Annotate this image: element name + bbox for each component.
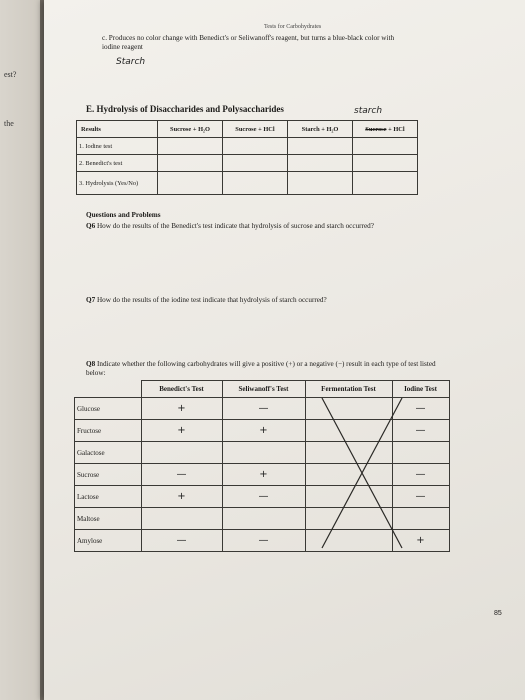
answer-cell[interactable] [353, 172, 418, 195]
carb-name: Maltose [75, 508, 142, 530]
question-number: Q8 [86, 360, 96, 368]
worksheet-page [44, 0, 525, 700]
question-text: How do the results of the Benedict's test indicate that hydrolysis of sucrose and starch occurred? [96, 222, 374, 230]
benedict-result[interactable]: — [141, 530, 222, 552]
answer-cell[interactable] [223, 155, 288, 172]
benedict-result[interactable] [141, 508, 222, 530]
hydrolysis-table [76, 120, 418, 195]
benedict-result[interactable]: + [141, 398, 222, 420]
col-header: Starch + H₂O [288, 121, 353, 138]
seliwanoff-result[interactable]: — [222, 398, 305, 420]
table-row [77, 155, 418, 172]
table-row [75, 508, 450, 530]
answer-cell[interactable] [223, 172, 288, 195]
benedict-result[interactable]: + [141, 486, 222, 508]
row-label: 1. Iodine test [77, 138, 158, 155]
iodine-result[interactable]: — [392, 464, 449, 486]
seliwanoff-result[interactable] [222, 508, 305, 530]
table-row [75, 442, 450, 464]
seliwanoff-result[interactable]: — [222, 486, 305, 508]
answer-cell[interactable] [288, 155, 353, 172]
question-text: How do the results of the iodine test indicate that hydrolysis of starch occurred? [96, 296, 327, 304]
seliwanoff-result[interactable]: — [222, 530, 305, 552]
col-header: Iodine Test [392, 381, 449, 398]
running-head: Tests for Carbohydrates [264, 24, 322, 30]
col-header-struck: Sucrose + HCl [353, 121, 418, 138]
previous-page-edge [0, 0, 40, 700]
handwritten-answer: Starch [116, 57, 146, 67]
fermentation-result[interactable] [305, 420, 392, 442]
page-number: 85 [494, 610, 502, 617]
answer-cell[interactable] [158, 155, 223, 172]
benedict-result[interactable] [141, 442, 222, 464]
carbohydrate-test-table [74, 380, 450, 552]
iodine-result[interactable] [392, 508, 449, 530]
fermentation-result[interactable] [305, 398, 392, 420]
carb-name: Lactose [75, 486, 142, 508]
iodine-result[interactable]: — [392, 420, 449, 442]
col-header: Sucrose + HCl [223, 121, 288, 138]
answer-cell[interactable] [223, 138, 288, 155]
question-number: Q7 [86, 296, 96, 304]
col-header: Sucrose + H₂O [158, 121, 223, 138]
row-label: 2. Benedict's test [77, 155, 158, 172]
col-header: Seliwanoff's Test [222, 381, 305, 398]
col-header: Benedict's Test [141, 381, 222, 398]
carb-name: Galactose [75, 442, 142, 464]
benedict-result[interactable]: — [141, 464, 222, 486]
question-q8 [86, 360, 446, 378]
answer-cell[interactable] [353, 155, 418, 172]
item-c-text: Produces no color change with Benedict's or Seliwanoff's reagent, but turns a blue-black color with iodine reagent [102, 34, 395, 51]
answer-cell[interactable] [158, 138, 223, 155]
seliwanoff-result[interactable]: + [222, 464, 305, 486]
benedict-result[interactable]: + [141, 420, 222, 442]
table-row [75, 398, 450, 420]
table-row [75, 420, 450, 442]
carb-name: Amylose [75, 530, 142, 552]
iodine-result[interactable] [392, 442, 449, 464]
table-row [75, 486, 450, 508]
margin-fragment: the [4, 119, 14, 128]
table-row [75, 530, 450, 552]
hydrolysis-header-row [77, 121, 418, 138]
col-header: Results [77, 121, 158, 138]
fermentation-result[interactable] [305, 464, 392, 486]
fermentation-result[interactable] [305, 530, 392, 552]
section-e-title: E. Hydrolysis of Disaccharides and Polysaccharides [86, 104, 284, 114]
struck-word: Sucrose [365, 125, 387, 133]
carb-name: Fructose [75, 420, 142, 442]
iodine-result[interactable]: — [392, 486, 449, 508]
iodine-result[interactable]: + [392, 530, 449, 552]
carb-name: Sucrose [75, 464, 142, 486]
answer-cell[interactable] [158, 172, 223, 195]
test-header-row [75, 381, 450, 398]
table-row [75, 464, 450, 486]
fermentation-result[interactable] [305, 508, 392, 530]
seliwanoff-result[interactable] [222, 442, 305, 464]
question-number: Q6 [86, 222, 96, 230]
fermentation-result[interactable] [305, 486, 392, 508]
margin-fragment: est? [4, 70, 17, 79]
table-row [77, 138, 418, 155]
handwritten-note: starch [354, 106, 383, 116]
question-text: Indicate whether the following carbohydrates will give a positive (+) or a negative (−) result in each type of test listed below: [86, 360, 436, 377]
fermentation-result[interactable] [305, 442, 392, 464]
answer-cell[interactable] [353, 138, 418, 155]
col-header: Fermentation Test [305, 381, 392, 398]
corner-cell [75, 381, 142, 398]
answer-cell[interactable] [288, 172, 353, 195]
carb-name: Glucose [75, 398, 142, 420]
iodine-result[interactable]: — [392, 398, 449, 420]
row-label: 3. Hydrolysis (Yes/No) [77, 172, 158, 195]
question-q7 [86, 296, 476, 304]
item-c-letter: c. [102, 34, 107, 42]
question-q6 [86, 222, 466, 231]
seliwanoff-result[interactable]: + [222, 420, 305, 442]
questions-heading: Questions and Problems [86, 211, 161, 219]
item-c [102, 34, 402, 52]
table-row [77, 172, 418, 195]
answer-cell[interactable] [288, 138, 353, 155]
